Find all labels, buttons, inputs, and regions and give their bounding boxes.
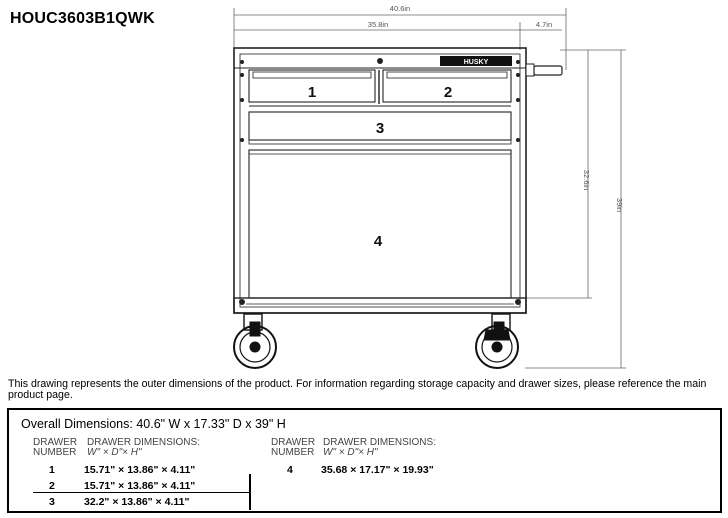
row-3-dims: 32.2" × 13.86" × 4.11" [84, 496, 190, 508]
total-height-label: 39in [615, 197, 624, 213]
handle-depth-label: 4.7in [535, 20, 553, 29]
rivets [239, 58, 521, 305]
body-height-label: 32.6in [582, 169, 591, 191]
row-2-number: 2 [49, 480, 55, 492]
row-1-dims: 15.71" × 13.86" × 4.11" [84, 464, 196, 476]
drawer-dimensions-header [87, 438, 200, 458]
row-3-number: 3 [49, 496, 55, 508]
side-handle [526, 64, 562, 76]
drawer-dimensions-header-right-line1: DRAWER DIMENSIONS: [323, 437, 436, 448]
dimensions-table [7, 408, 722, 513]
drawer-number-header-right [271, 438, 315, 458]
casters [234, 314, 518, 368]
drawer-dimensions-header-line1: DRAWER DIMENSIONS: [87, 437, 200, 448]
drawer-dimensions-header-line2: W" × D"× H" [87, 447, 142, 458]
overall-dimensions: Overall Dimensions: 40.6" W x 17.33" D x 39" H [21, 417, 286, 431]
overall-width-label: 40.6in [389, 4, 411, 13]
body-width-label: 35.8in [367, 20, 389, 29]
drawer-dimensions-header-right [323, 438, 436, 458]
drawer-number-header-line2: NUMBER [33, 447, 77, 458]
row-1-number: 1 [49, 464, 55, 476]
drawer-number-header [33, 438, 77, 458]
drawer-label-1: 1 [307, 84, 317, 101]
cabinet-body [234, 48, 526, 313]
drawer-number-header-line1: DRAWER [33, 437, 78, 448]
width-dimension-lines [234, 8, 626, 368]
brand-logo: HUSKY [463, 59, 489, 66]
row-4-number: 4 [287, 464, 293, 476]
drawer-label-4: 4 [373, 233, 383, 250]
row-4-dims: 35.68 × 17.17" × 19.93" [321, 464, 434, 476]
table-divider-horizontal [33, 492, 249, 493]
row-2-dims: 15.71" × 13.86" × 4.11" [84, 480, 196, 492]
drawing-note: This drawing represents the outer dimensions of the product. For information regarding storage capacity and drawer sizes, please reference the main product page. [8, 378, 707, 401]
drawer-label-2: 2 [443, 84, 453, 101]
model-number: HOUC3603B1QWK [10, 10, 155, 27]
drawer-dimensions-header-right-line2: W" × D"× H" [323, 447, 378, 458]
table-divider-vertical [249, 474, 251, 510]
drawer-label-3: 3 [375, 120, 385, 137]
drawer-number-header-right-line1: DRAWER [271, 437, 316, 448]
drawer-number-header-right-line2: NUMBER [271, 447, 315, 458]
